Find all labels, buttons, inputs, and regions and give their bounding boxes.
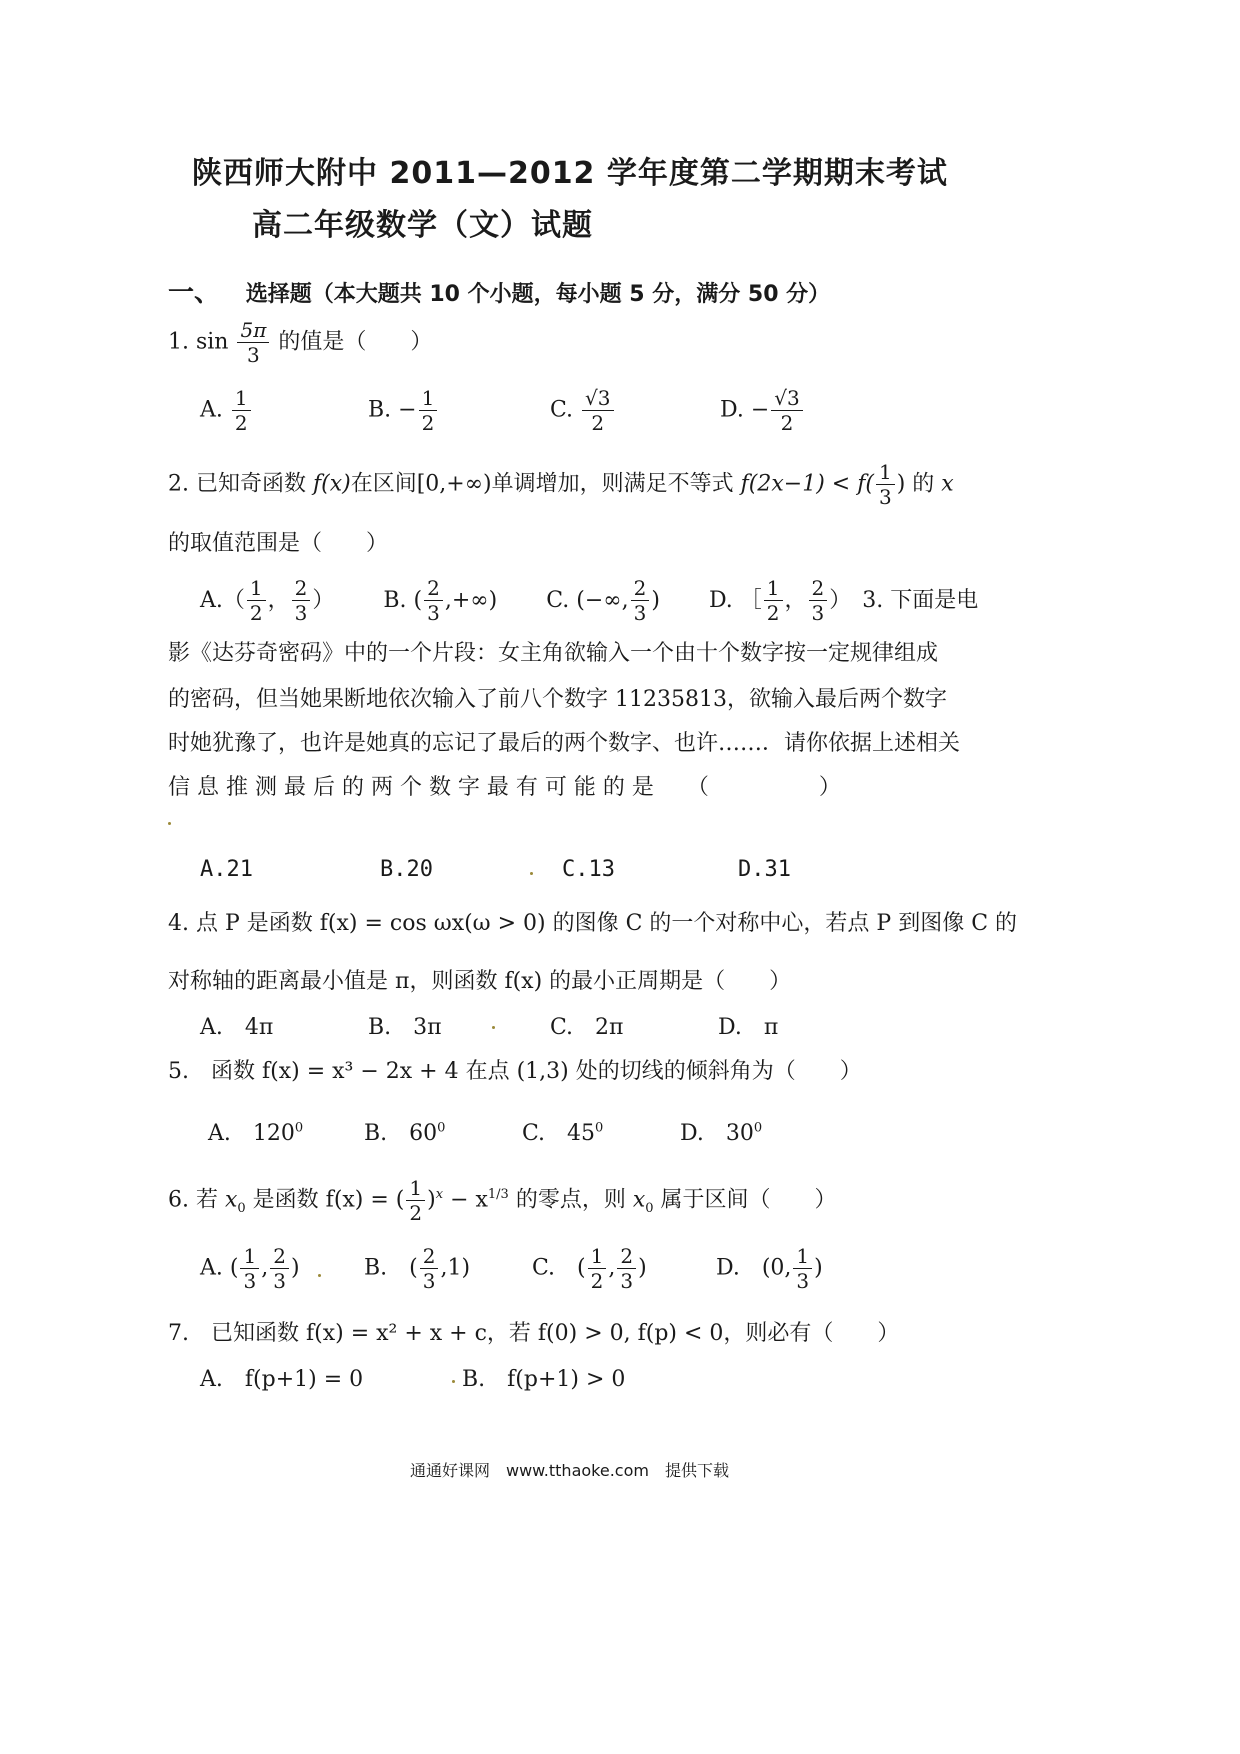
q4-option-a: A. 4π	[200, 1015, 274, 1040]
q6-option-b: B. ( $\frac{2}{3}$ ,1)	[364, 1244, 471, 1293]
q7-option-b: B. f(p+1) > 0	[462, 1367, 626, 1392]
q7-line: 7. 已知函数 f(x) = x² + x + c，若 f(0) > 0, f(p) < 0，则必有（ ）	[168, 1321, 900, 1346]
q3-option-b: B.20	[380, 857, 433, 882]
scan-speck	[168, 822, 171, 825]
title-line1: 陕西师大附中 2011—2012 学年度第二学期期末考试	[192, 156, 948, 191]
title-line2: 高二年级数学（文）试题	[252, 208, 593, 243]
q3-option-c: C.13	[562, 857, 615, 882]
section-label: 选择题（本大题共 10 个小题，每小题 5 分，满分 50 分）	[245, 282, 831, 307]
q1-prefix: 1. sin	[168, 329, 229, 355]
q5-option-a: A. $120^0$	[208, 1120, 304, 1146]
q3-line2: 的密码，但当她果断地依次输入了前八个数字 11235813，欲输入最后两个数字	[168, 687, 947, 712]
q7-option-a: A. f(p+1) = 0	[200, 1367, 364, 1392]
q1-option-d: D. − $\frac{√3}{2}$	[720, 388, 805, 433]
q3-option-a: A.21	[200, 857, 253, 882]
scan-speck	[452, 1380, 455, 1383]
q3-line3: 时她犹豫了，也许是她真的忘记了最后的两个数字、也许……．请你依据上述相关	[168, 731, 961, 756]
q1-option-c: C. $\frac{√3}{2}$	[550, 388, 616, 433]
q5-option-d: D. $30^0$	[680, 1120, 763, 1146]
q2-option-d: D. ［ $\frac{1}{2}$ ， $\frac{2}{3}$ ）	[708, 576, 852, 625]
q1-option-a: A. $\frac{1}{2}$	[200, 388, 253, 433]
question-2-line2: 的取值范围是（ ）	[168, 531, 389, 556]
scan-speck	[318, 1274, 321, 1277]
q6-line: 6. 若 $x_0$ 是函数 f(x) = ( $\frac{1}{2}$ )$^x - x^{1/3}$ 的零点，则 $x_0$ 属于区间（ ）	[168, 1176, 837, 1225]
q6-option-a: A. ( $\frac{1}{3}$ , $\frac{2}{3}$ )	[200, 1244, 300, 1293]
q6-option-d: D. (0, $\frac{1}{3}$ )	[716, 1244, 823, 1293]
q3-option-d: D.31	[738, 857, 791, 882]
q4-option-c: C. 2π	[550, 1015, 624, 1040]
q4-line1: 4. 点 P 是函数 f(x) = cos ωx(ω > 0) 的图像 C 的一个对称中心，若点 P 到图像 C 的	[168, 911, 1018, 936]
q2-option-b: B. ( $\frac{2}{3}$ ,+∞)	[383, 576, 498, 625]
section-heading	[168, 272, 830, 309]
q2-options-row	[200, 578, 978, 623]
q1-option-b: B. − $\frac{1}{2}$	[368, 388, 439, 433]
q4-option-d: D. π	[718, 1015, 779, 1040]
q3-line1: 影《达芬奇密码》中的一个片段：女主角欲输入一个由十个数字按一定规律组成	[168, 641, 939, 666]
q3-start: 3. 下面是电	[862, 587, 979, 613]
q3-line4: 信 息 推 测 最 后 的 两 个 数 字 最 有 可 能 的 是 （ ）	[168, 775, 841, 800]
question-2-line1: 2. 已知奇函数 f(x)在区间[0,+∞)单调增加，则满足不等式 f(2x−1) < f( $\frac{1}{3}$ ) 的 x	[168, 460, 954, 509]
q5-line: 5. 函数 f(x) = x³ − 2x + 4 在点 (1,3) 处的切线的倾斜角为（ ）	[168, 1059, 862, 1084]
q5-option-c: C. $45^0$	[522, 1120, 604, 1146]
section-number: 一、	[168, 278, 221, 308]
scan-speck	[492, 1026, 495, 1029]
q1-fraction: $\frac{5\pi}{3}$	[237, 320, 269, 365]
q6-option-c: C. ( $\frac{1}{2}$ , $\frac{2}{3}$ )	[532, 1244, 647, 1293]
scan-speck	[530, 872, 533, 875]
q2-option-a: A.（ $\frac{1}{2}$ ， $\frac{2}{3}$ ）	[200, 576, 335, 625]
q2-option-c: C. (−∞, $\frac{2}{3}$ )	[546, 576, 660, 625]
footer-credit: 通通好课网 www.tthaoke.com 提供下载	[410, 1461, 729, 1480]
q5-option-b: B. $60^0$	[364, 1120, 446, 1146]
q1-suffix: 的值是（ ）	[278, 329, 433, 355]
question-1	[168, 320, 432, 365]
q4-option-b: B. 3π	[368, 1015, 442, 1040]
q4-line2: 对称轴的距离最小值是 π，则函数 f(x) 的最小正周期是（ ）	[168, 969, 792, 994]
